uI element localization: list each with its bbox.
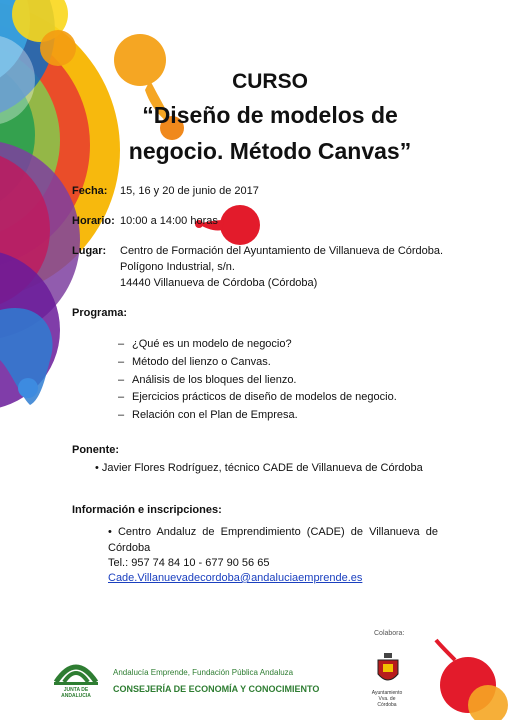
info-heading: Información e inscripciones: (72, 504, 222, 516)
programa-item-text: Análisis de los bloques del lienzo. (132, 374, 297, 386)
list-item (118, 356, 271, 368)
info-center: • Centro Andaluz de Emprendimiento (CADE) de Villanueva de Córdoba (108, 526, 438, 554)
horario-label: Horario: (72, 215, 115, 227)
list-item (118, 409, 298, 421)
dash-bullet: – (118, 356, 125, 368)
ponente-heading: Ponente: (72, 444, 120, 456)
lugar-line1: Centro de Formación del Ayuntamiento de Villanueva de Córdoba. (120, 245, 444, 257)
list-item (118, 374, 297, 386)
course-title-line2: negocio. Método Canvas” (128, 138, 412, 164)
lugar-label: Lugar: (72, 245, 107, 257)
programa-item-text: Método del lienzo o Canvas. (132, 356, 271, 368)
list-item (118, 338, 292, 350)
junta-line2: CONSEJERÍA DE ECONOMÍA Y CONOCIMIENTO (113, 684, 320, 694)
programa-heading: Programa: (72, 307, 128, 319)
dash-bullet: – (118, 374, 125, 386)
ponente-text: • Javier Flores Rodríguez, técnico CADE de Villanueva de Córdoba (95, 462, 423, 474)
fecha-value: 15, 16 y 20 de junio de 2017 (120, 185, 259, 197)
fecha-label: Fecha: (72, 185, 108, 197)
phone-numbers: Tel.: 957 74 84 10 - 677 90 56 65 (108, 557, 270, 569)
course-title-line1: “Diseño de modelos de (142, 102, 398, 128)
programa-item-text: Ejercicios prácticos de diseño de modelos de negocio. (132, 391, 397, 403)
programa-item-text: Relación con el Plan de Empresa. (132, 409, 298, 421)
junta-andalucia-logo (52, 656, 100, 688)
colabora-label: Colabora: (374, 630, 405, 637)
email-link[interactable]: Cade.Villanuevadecordoba@andaluciaemprende.es (108, 572, 363, 584)
lugar-line3: 14440 Villanueva de Córdoba (Córdoba) (120, 277, 318, 289)
list-item (118, 391, 397, 403)
dash-bullet: – (118, 409, 125, 421)
ayuntamiento-line2: Vva. de Córdoba (377, 696, 397, 708)
course-label: CURSO (232, 70, 308, 93)
programa-item-text: ¿Qué es un modelo de negocio? (132, 338, 292, 350)
junta-line1: Andalucía Emprende, Fundación Pública Andaluza (113, 668, 294, 677)
horario-value: 10:00 a 14:00 horas (120, 215, 218, 227)
junta-name: JUNTA DE ANDALUCIA (61, 687, 91, 699)
dash-bullet: – (118, 338, 125, 350)
dash-bullet: – (118, 391, 125, 403)
ayuntamiento-line1: Ayuntamiento (371, 690, 403, 696)
ayuntamiento-crest-icon (375, 652, 401, 688)
lugar-line2: Polígono Industrial, s/n. (120, 261, 235, 273)
ayuntamiento-name (370, 690, 404, 708)
